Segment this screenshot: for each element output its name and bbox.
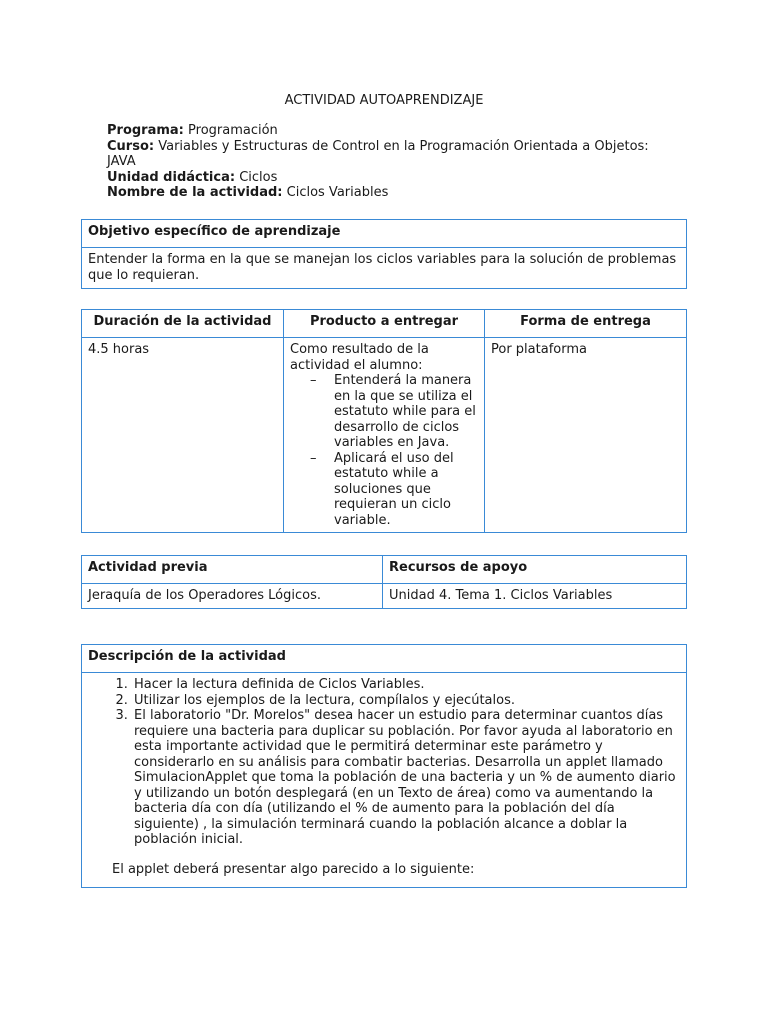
forma-header: Forma de entrega	[485, 310, 687, 338]
descripcion-header: Descripción de la actividad	[82, 645, 687, 673]
nombre-label: Nombre de la actividad:	[107, 185, 283, 200]
forma-value: Por plataforma	[485, 338, 687, 533]
nombre-line	[107, 185, 667, 201]
objetivo-text: Entender la forma en la que se manejan los ciclos variables para la solución de problemas que lo requieran.	[82, 248, 687, 289]
descripcion-item: 3. El laboratorio "Dr. Morelos" desea hacer un estudio para determinar cuantos días requiere una bacteria para duplicar su población. Por favor ayuda al laboratorio en esta importante actividad que le permitirá determinar este parámetro y considerarlo en su análisis para combatir bacterias. Desarrolla un applet llamado SimulacionApplet que toma la población de una bacteria y un % de aumento diario y utilizando un botón desplegará (en un Texto de área) como va aumentando la bacteria día con día (utilizando el % de aumento para la población del día siguiente) , la simulación terminará cuando la población alcance a doblar la población inicial.	[132, 708, 680, 848]
descripcion-item: 1. Hacer la lectura definida de Ciclos Variables.	[132, 677, 680, 693]
recursos-value: Unidad 4. Tema 1. Ciclos Variables	[383, 584, 687, 609]
document-title: ACTIVIDAD AUTOAPRENDIZAJE	[284, 93, 484, 108]
unidad-label: Unidad didáctica:	[107, 169, 236, 185]
duracion-header: Duración de la actividad	[82, 310, 284, 338]
duracion-value: 4.5 horas	[82, 338, 284, 533]
objetivo-header: Objetivo específico de aprendizaje	[82, 220, 687, 248]
programa-label: Programa:	[107, 123, 184, 138]
producto-list	[290, 373, 478, 528]
previa-table	[81, 555, 687, 609]
producto-item: – Entenderá la manera en la que se utiliza el estatuto while para el desarrollo de ciclos variables en Java.	[334, 373, 478, 451]
course-meta	[107, 123, 667, 201]
unidad-line	[107, 170, 667, 186]
producto-intro: Como resultado de la actividad el alumno:	[290, 342, 429, 373]
descripcion-body	[82, 673, 687, 888]
objetivo-table	[81, 219, 687, 289]
recursos-header: Recursos de apoyo	[383, 556, 687, 584]
curso-value: Variables y Estructuras de Control en la Programación Orientada a Objetos: JAVA	[107, 138, 649, 169]
descripcion-table	[81, 644, 687, 888]
actividad-previa-value: Jeraquía de los Operadores Lógicos.	[82, 584, 383, 609]
entrega-table	[81, 309, 687, 533]
curso-label: Curso:	[107, 138, 155, 154]
applet-note: El applet deberá presentar algo parecido a lo siguiente:	[112, 861, 475, 877]
programa-value: Programación	[188, 123, 278, 138]
programa-line	[107, 123, 667, 139]
producto-cell	[284, 338, 485, 533]
nombre-value: Ciclos Variables	[286, 185, 389, 200]
actividad-previa-header: Actividad previa	[82, 556, 383, 584]
unidad-value: Ciclos	[239, 169, 278, 185]
descripcion-item: 2. Utilizar los ejemplos de la lectura, compílalos y ejecútalos.	[132, 693, 680, 709]
curso-line	[107, 139, 667, 170]
producto-header: Producto a entregar	[284, 310, 485, 338]
producto-item: – Aplicará el uso del estatuto while a soluciones que requieran un ciclo variable.	[334, 451, 478, 529]
descripcion-list	[88, 677, 680, 848]
